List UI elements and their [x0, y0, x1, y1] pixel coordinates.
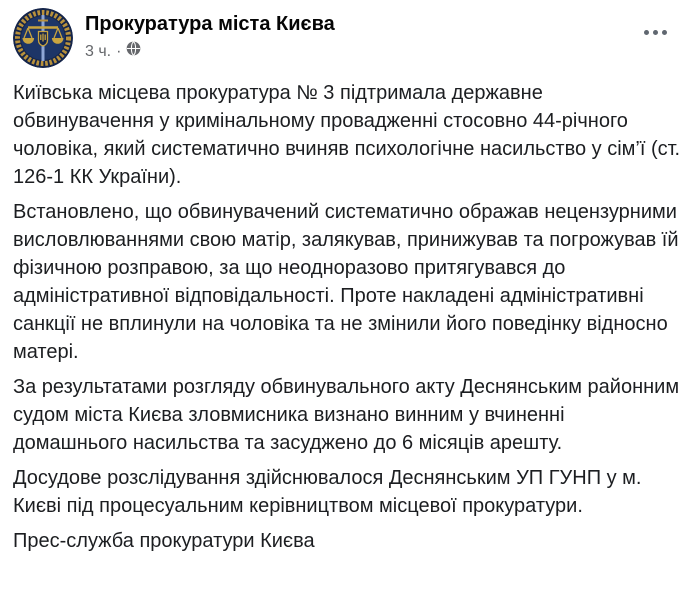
- post-timestamp[interactable]: 3 ч.: [85, 42, 112, 60]
- globe-icon: [126, 41, 141, 61]
- post-menu-button[interactable]: [638, 24, 673, 41]
- post-body: [0, 68, 697, 555]
- three-dots-icon: [644, 30, 667, 35]
- post-paragraph: Прес-служба прокуратури Києва: [13, 530, 315, 552]
- header-text: [85, 8, 335, 61]
- post-meta: [85, 41, 335, 61]
- page-avatar[interactable]: [13, 8, 73, 68]
- meta-separator: ·: [116, 42, 122, 60]
- post-paragraph: Досудове розслідування здійснювалося Деснянським УП ГУНП у м. Києві під процесуальним керівництвом місцевої прокуратури.: [13, 467, 642, 517]
- post-header: [0, 0, 697, 68]
- post-paragraph: Київська місцева прокуратура № 3 підтримала державне обвинувачення у кримінальному провадженні стосовно 44-річного чоловіка, який систематично вчиняв психологічне насильство у сім’ї (ст. 126-1 КК України).: [13, 82, 681, 188]
- page-name-link[interactable]: Прокуратура міста Києва: [85, 13, 335, 35]
- post-paragraph: За результатами розгляду обвинувального акту Деснянським районним судом міста Києва зловмисника визнано винним у вчиненні домашнього насильства та засуджено до 6 місяців арешту.: [13, 376, 680, 454]
- post-paragraph: Встановлено, що обвинувачений систематично ображав нецензурними висловлюваннями свою матір, залякував, принижував та погрожував їй фізичною розправою, за що неодноразово притягувався до адміністративної відповідальності. Проте накладені адміністративні санкції не вплинули на чоловіка та не змінили його поведінку відносно матері.: [13, 201, 679, 363]
- prosecutor-emblem-icon: [13, 8, 73, 68]
